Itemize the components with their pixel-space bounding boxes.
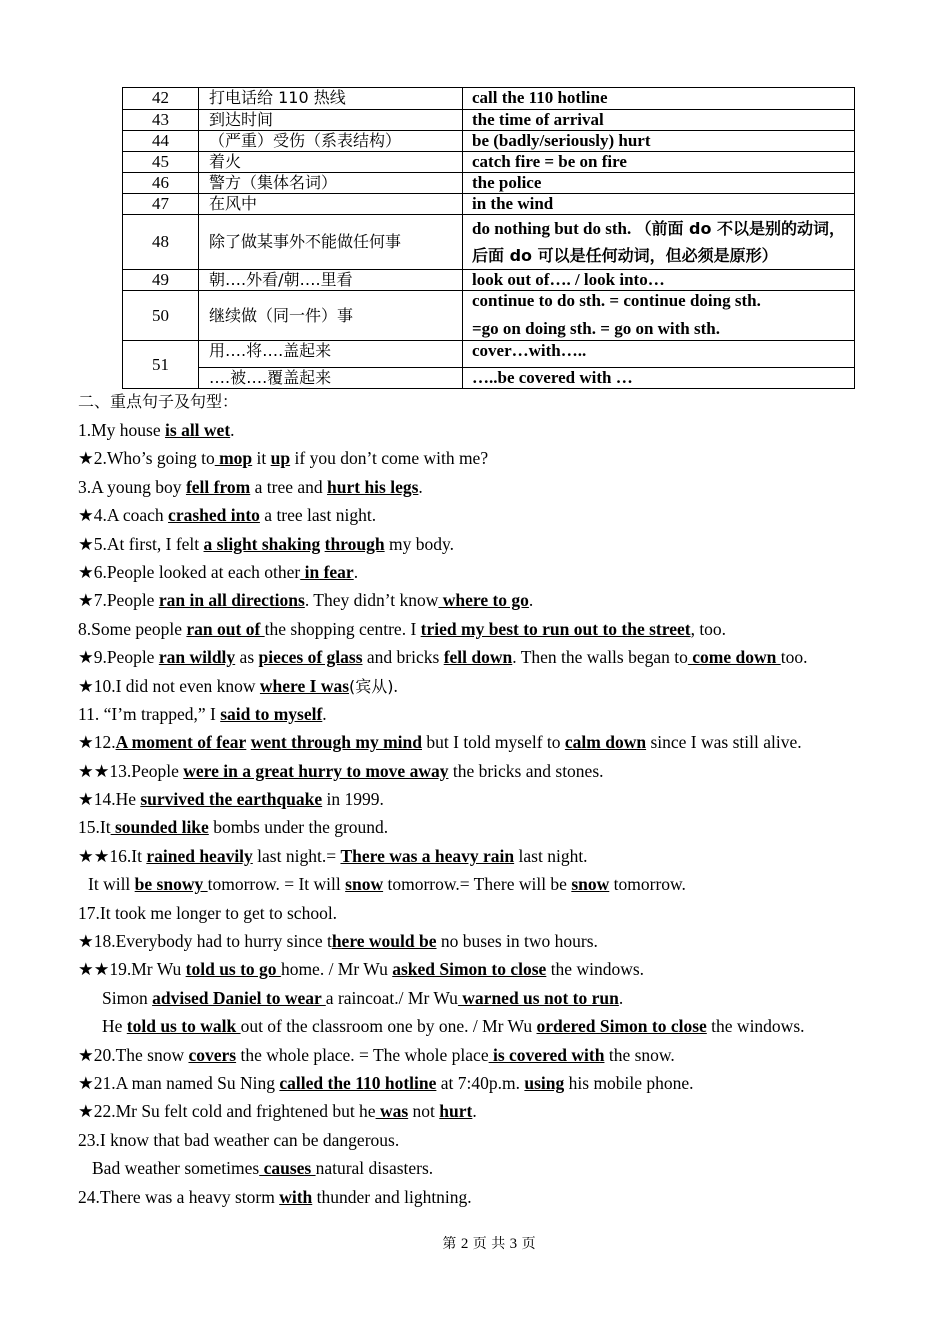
sentence-text: ★20.The snow bbox=[78, 1044, 189, 1065]
sentence-text: . bbox=[353, 561, 359, 582]
key-phrase: is covered with bbox=[488, 1044, 605, 1065]
sentence-text: ★4.A coach bbox=[78, 505, 169, 526]
sentence-line bbox=[78, 615, 938, 643]
key-phrase: survived the earthquake bbox=[140, 789, 323, 810]
key-phrase: mop bbox=[214, 448, 253, 469]
english-phrase-text: do nothing but do sth. bbox=[472, 219, 636, 238]
sentence-text: the bricks and stones. bbox=[448, 760, 604, 781]
key-phrase: rained heavily bbox=[146, 845, 253, 866]
table-row bbox=[123, 194, 855, 215]
chinese-phrase: 朝….外看/朝….里看 bbox=[199, 270, 463, 291]
row-number: 46 bbox=[123, 173, 199, 194]
sentence-text: . They didn’t know bbox=[304, 590, 439, 611]
english-phrase: catch fire = be on fire bbox=[463, 152, 855, 173]
key-phrase: where to go bbox=[438, 590, 529, 611]
sentence-text: a raincoat./ Mr Wu bbox=[325, 987, 458, 1008]
table-row bbox=[123, 270, 855, 291]
key-phrase: crashed into bbox=[168, 505, 260, 526]
chinese-phrase: 警方（集体名词） bbox=[199, 173, 463, 194]
sentence-text: in 1999. bbox=[322, 789, 384, 810]
sentence-line bbox=[78, 558, 938, 586]
key-phrase: were in a great hurry to move away bbox=[183, 760, 449, 781]
sentence-text: . bbox=[418, 476, 423, 497]
sentence-text: (宾从) bbox=[349, 676, 394, 696]
sentence-text: . bbox=[528, 590, 534, 611]
sentence-text: but I told myself to bbox=[422, 732, 565, 753]
key-phrase: where I was bbox=[259, 675, 350, 696]
sentence-line bbox=[78, 1069, 938, 1097]
sentence-text: the windows. bbox=[706, 1016, 805, 1037]
english-phrase-line-1: continue to do sth. = continue doing sth. bbox=[472, 291, 761, 310]
key-phrase: up bbox=[270, 448, 291, 469]
table-row bbox=[123, 368, 855, 389]
sentence-line bbox=[78, 842, 938, 870]
sentence-text: . bbox=[230, 420, 235, 440]
key-phrase: hurt his legs bbox=[327, 476, 419, 497]
sentence-line bbox=[78, 899, 938, 927]
sentence-text: since I was still alive. bbox=[646, 732, 802, 753]
sentence-text: too. bbox=[780, 647, 808, 668]
sentence-text: 23.I know that bad weather can be dangerous. bbox=[78, 1129, 400, 1150]
sentence-text: a tree last night. bbox=[259, 505, 377, 526]
chinese-phrase: ….被….覆盖起来 bbox=[199, 368, 463, 389]
sentence-text: if you don’t come with me? bbox=[290, 448, 489, 469]
sentence-text: home. / Mr Wu bbox=[280, 959, 393, 980]
sentence-text: out of the classroom one by one. / Mr Wu bbox=[240, 1016, 537, 1037]
key-phrase: sounded like bbox=[110, 817, 209, 838]
sentence-line bbox=[78, 927, 938, 955]
english-phrase bbox=[463, 215, 855, 270]
grammar-note: （前面 do 不以是别的动词，后面 do 可以是任何动词，但必须是原形） bbox=[472, 219, 846, 265]
sentence-line bbox=[78, 1041, 938, 1069]
sentence-line bbox=[78, 672, 938, 700]
sentence-text: it bbox=[252, 448, 271, 469]
sentence-text: tomorrow. = It will bbox=[207, 874, 346, 895]
sentence-text: ★14.He bbox=[78, 789, 141, 810]
key-phrase: told us to go bbox=[185, 959, 281, 980]
english-phrase: call the 110 hotline bbox=[463, 88, 855, 110]
row-number: 47 bbox=[123, 194, 199, 215]
sentence-text: 17.It took me longer to get to school. bbox=[78, 902, 338, 923]
sentence-line bbox=[78, 785, 938, 813]
key-phrase: calm down bbox=[564, 732, 647, 753]
sentence-text: 24.There was a heavy storm bbox=[78, 1186, 280, 1207]
english-phrase: be (badly/seriously) hurt bbox=[463, 131, 855, 152]
key-phrase: with bbox=[279, 1186, 313, 1207]
english-phrase: look out of…. / look into… bbox=[463, 270, 855, 291]
chinese-phrase: 着火 bbox=[199, 152, 463, 173]
sentence-text: 1.My house bbox=[78, 420, 166, 440]
sentence-text: ★12. bbox=[78, 732, 116, 753]
sentence-line bbox=[78, 757, 938, 785]
sentence-line bbox=[78, 984, 938, 1012]
sentence-line bbox=[78, 416, 938, 444]
sentence-text: the snow. bbox=[604, 1044, 675, 1065]
sentence-text: ★7.People bbox=[78, 590, 159, 611]
key-phrase: tried my best to run out to the street bbox=[420, 618, 691, 639]
sentence-line bbox=[78, 643, 938, 671]
sentence-line bbox=[78, 530, 938, 558]
sentence-text: 3.A young boy bbox=[78, 476, 186, 497]
key-phrase: advised Daniel to wear bbox=[152, 987, 326, 1008]
sentence-text: tomorrow.= There will be bbox=[383, 874, 572, 895]
section-title: 二、重点句子及句型： bbox=[78, 392, 239, 411]
key-phrase: pieces of glass bbox=[258, 647, 363, 668]
chinese-phrase: 到达时间 bbox=[199, 110, 463, 131]
sentence-text: . bbox=[472, 1101, 477, 1122]
table-row bbox=[123, 88, 855, 110]
key-phrase: told us to walk bbox=[126, 1016, 241, 1037]
chinese-phrase: 用….将….盖起来 bbox=[199, 341, 463, 368]
footer-prefix: 第 bbox=[442, 1236, 461, 1252]
vocabulary-table bbox=[122, 87, 855, 389]
row-number: 51 bbox=[123, 341, 199, 389]
key-phrase: A moment of fear bbox=[115, 732, 247, 753]
sentence-text: at 7:40p.m. bbox=[436, 1072, 525, 1093]
row-number: 44 bbox=[123, 131, 199, 152]
sentence-text: 8.Some people bbox=[78, 618, 187, 639]
sentence-text: It will bbox=[88, 874, 135, 895]
key-phrase: said to myself bbox=[220, 703, 323, 724]
sentence-text: , too. bbox=[690, 618, 727, 639]
sentence-text: Bad weather sometimes bbox=[92, 1158, 260, 1179]
sentence-text: ★9.People bbox=[78, 647, 159, 668]
sentence-text: last night. bbox=[514, 845, 588, 866]
english-phrase bbox=[463, 291, 855, 341]
english-phrase: in the wind bbox=[463, 194, 855, 215]
table-row bbox=[123, 341, 855, 368]
key-phrase: fell down bbox=[443, 647, 513, 668]
sentence-text: no buses in two hours. bbox=[436, 931, 598, 952]
key-phrase: causes bbox=[259, 1158, 316, 1179]
sentence-text: He bbox=[102, 1016, 127, 1037]
sentence-text: natural disasters. bbox=[315, 1158, 434, 1179]
sentence-line bbox=[78, 700, 938, 728]
english-phrase-line-2: =go on doing sth. = go on with sth. bbox=[472, 319, 720, 338]
sentence-text: as bbox=[235, 647, 259, 668]
sentence-text: ★5.At first, I felt bbox=[78, 533, 204, 554]
sentence-line bbox=[78, 1126, 938, 1154]
sentence-text: . Then the walls began to bbox=[512, 647, 688, 668]
footer-page-number: 2 bbox=[460, 1236, 469, 1252]
english-phrase: cover…with….. bbox=[463, 341, 855, 368]
sentence-line bbox=[78, 955, 938, 983]
row-number: 48 bbox=[123, 215, 199, 270]
key-phrase: ran in all directions bbox=[158, 590, 305, 611]
sentence-text: ★18.Everybody had to hurry since t bbox=[78, 931, 332, 952]
key-phrase: ran wildly bbox=[158, 647, 236, 668]
sentence-line bbox=[78, 586, 938, 614]
sentence-text: not bbox=[408, 1101, 440, 1122]
row-number: 42 bbox=[123, 88, 199, 110]
key-phrase: ordered Simon to close bbox=[536, 1016, 707, 1037]
key-phrase: warned us not to run bbox=[457, 987, 619, 1008]
sentence-text: . bbox=[322, 703, 327, 724]
sentence-text: ★22.Mr Su felt cold and frightened but he bbox=[78, 1101, 376, 1122]
row-number: 43 bbox=[123, 110, 199, 131]
sentence-text: ★2.Who’s going to bbox=[78, 448, 215, 469]
key-phrase: went through my mind bbox=[250, 732, 422, 753]
table-row bbox=[123, 215, 855, 270]
key-phrase: fell from bbox=[185, 476, 251, 497]
sentence-line bbox=[78, 1097, 938, 1125]
table-row bbox=[123, 110, 855, 131]
sentence-line bbox=[78, 444, 938, 472]
sentence-line bbox=[78, 473, 938, 501]
sentence-text: ★★13.People bbox=[78, 760, 184, 781]
sentence-text: my body. bbox=[384, 533, 454, 554]
table-row bbox=[123, 173, 855, 194]
key-phrase: in fear bbox=[300, 561, 354, 582]
footer-middle: 页 共 bbox=[468, 1236, 510, 1252]
sentence-line bbox=[78, 1183, 938, 1211]
english-phrase: …..be covered with … bbox=[463, 368, 855, 389]
table-row bbox=[123, 291, 855, 341]
key-phrase: snow bbox=[345, 874, 384, 895]
sentence-text: ★10.I did not even know bbox=[78, 675, 260, 696]
row-number: 49 bbox=[123, 270, 199, 291]
chinese-phrase: 打电话给 110 热线 bbox=[199, 88, 463, 110]
key-phrase: ran out of bbox=[186, 618, 265, 639]
key-phrase: snow bbox=[571, 874, 610, 895]
page-footer bbox=[0, 1233, 950, 1253]
key-phrase: be snowy bbox=[134, 874, 208, 895]
sentence-text: his mobile phone. bbox=[564, 1072, 694, 1093]
sentence-line bbox=[78, 870, 938, 898]
table-row bbox=[123, 152, 855, 173]
sentence-text: a tree and bbox=[250, 476, 328, 497]
sentence-line bbox=[78, 728, 938, 756]
footer-total-pages: 3 bbox=[509, 1236, 518, 1252]
sentence-text: . bbox=[393, 675, 398, 696]
sentence-line bbox=[78, 1154, 938, 1182]
chinese-phrase: 继续做（同一件）事 bbox=[199, 291, 463, 341]
sentence-text: and bricks bbox=[362, 647, 444, 668]
chinese-phrase: （严重）受伤（系表结构） bbox=[199, 131, 463, 152]
row-number: 50 bbox=[123, 291, 199, 341]
key-phrase: covers bbox=[188, 1044, 237, 1065]
key-phrase: here would be bbox=[331, 931, 437, 952]
sentence-text: 11. “I’m trapped,” I bbox=[78, 703, 221, 724]
sentence-text: thunder and lightning. bbox=[312, 1186, 472, 1207]
sentence-text: tomorrow. bbox=[609, 874, 686, 895]
key-sentences-list bbox=[78, 416, 938, 1211]
row-number: 45 bbox=[123, 152, 199, 173]
chinese-phrase: 除了做某事外不能做任何事 bbox=[199, 215, 463, 270]
key-phrase: asked Simon to close bbox=[392, 959, 547, 980]
key-phrase: using bbox=[524, 1072, 565, 1093]
sentence-text: the shopping centre. I bbox=[264, 618, 421, 639]
english-phrase: the police bbox=[463, 173, 855, 194]
sentence-text: the windows. bbox=[546, 959, 645, 980]
sentence-text: bombs under the ground. bbox=[208, 817, 389, 838]
english-phrase: the time of arrival bbox=[463, 110, 855, 131]
sentence-line bbox=[78, 501, 938, 529]
key-phrase: a slight shaking bbox=[203, 533, 321, 554]
key-phrase: through bbox=[324, 533, 385, 554]
key-phrase: There was a heavy rain bbox=[340, 845, 515, 866]
sentence-text: . bbox=[618, 987, 624, 1008]
sentence-line bbox=[78, 813, 938, 841]
key-phrase: come down bbox=[687, 647, 781, 668]
sentence-line bbox=[78, 1012, 938, 1040]
sentence-text: ★6.People looked at each other bbox=[78, 561, 301, 582]
sentence-text: ★★19.Mr Wu bbox=[78, 959, 186, 980]
sentence-text: 15.It bbox=[78, 817, 111, 838]
key-phrase: called the 110 hotline bbox=[279, 1072, 437, 1093]
sentence-text: last night.= bbox=[252, 845, 341, 866]
footer-suffix: 页 bbox=[517, 1236, 536, 1252]
table-row bbox=[123, 131, 855, 152]
sentence-text: ★21.A man named Su Ning bbox=[78, 1072, 280, 1093]
key-phrase: hurt bbox=[439, 1101, 473, 1122]
sentence-text: ★★16.It bbox=[78, 845, 147, 866]
chinese-phrase: 在风中 bbox=[199, 194, 463, 215]
key-phrase: was bbox=[375, 1101, 409, 1122]
key-phrase: is all wet bbox=[165, 420, 231, 440]
sentence-text: the whole place. = The whole place bbox=[236, 1044, 489, 1065]
sentence-text: Simon bbox=[102, 987, 153, 1008]
